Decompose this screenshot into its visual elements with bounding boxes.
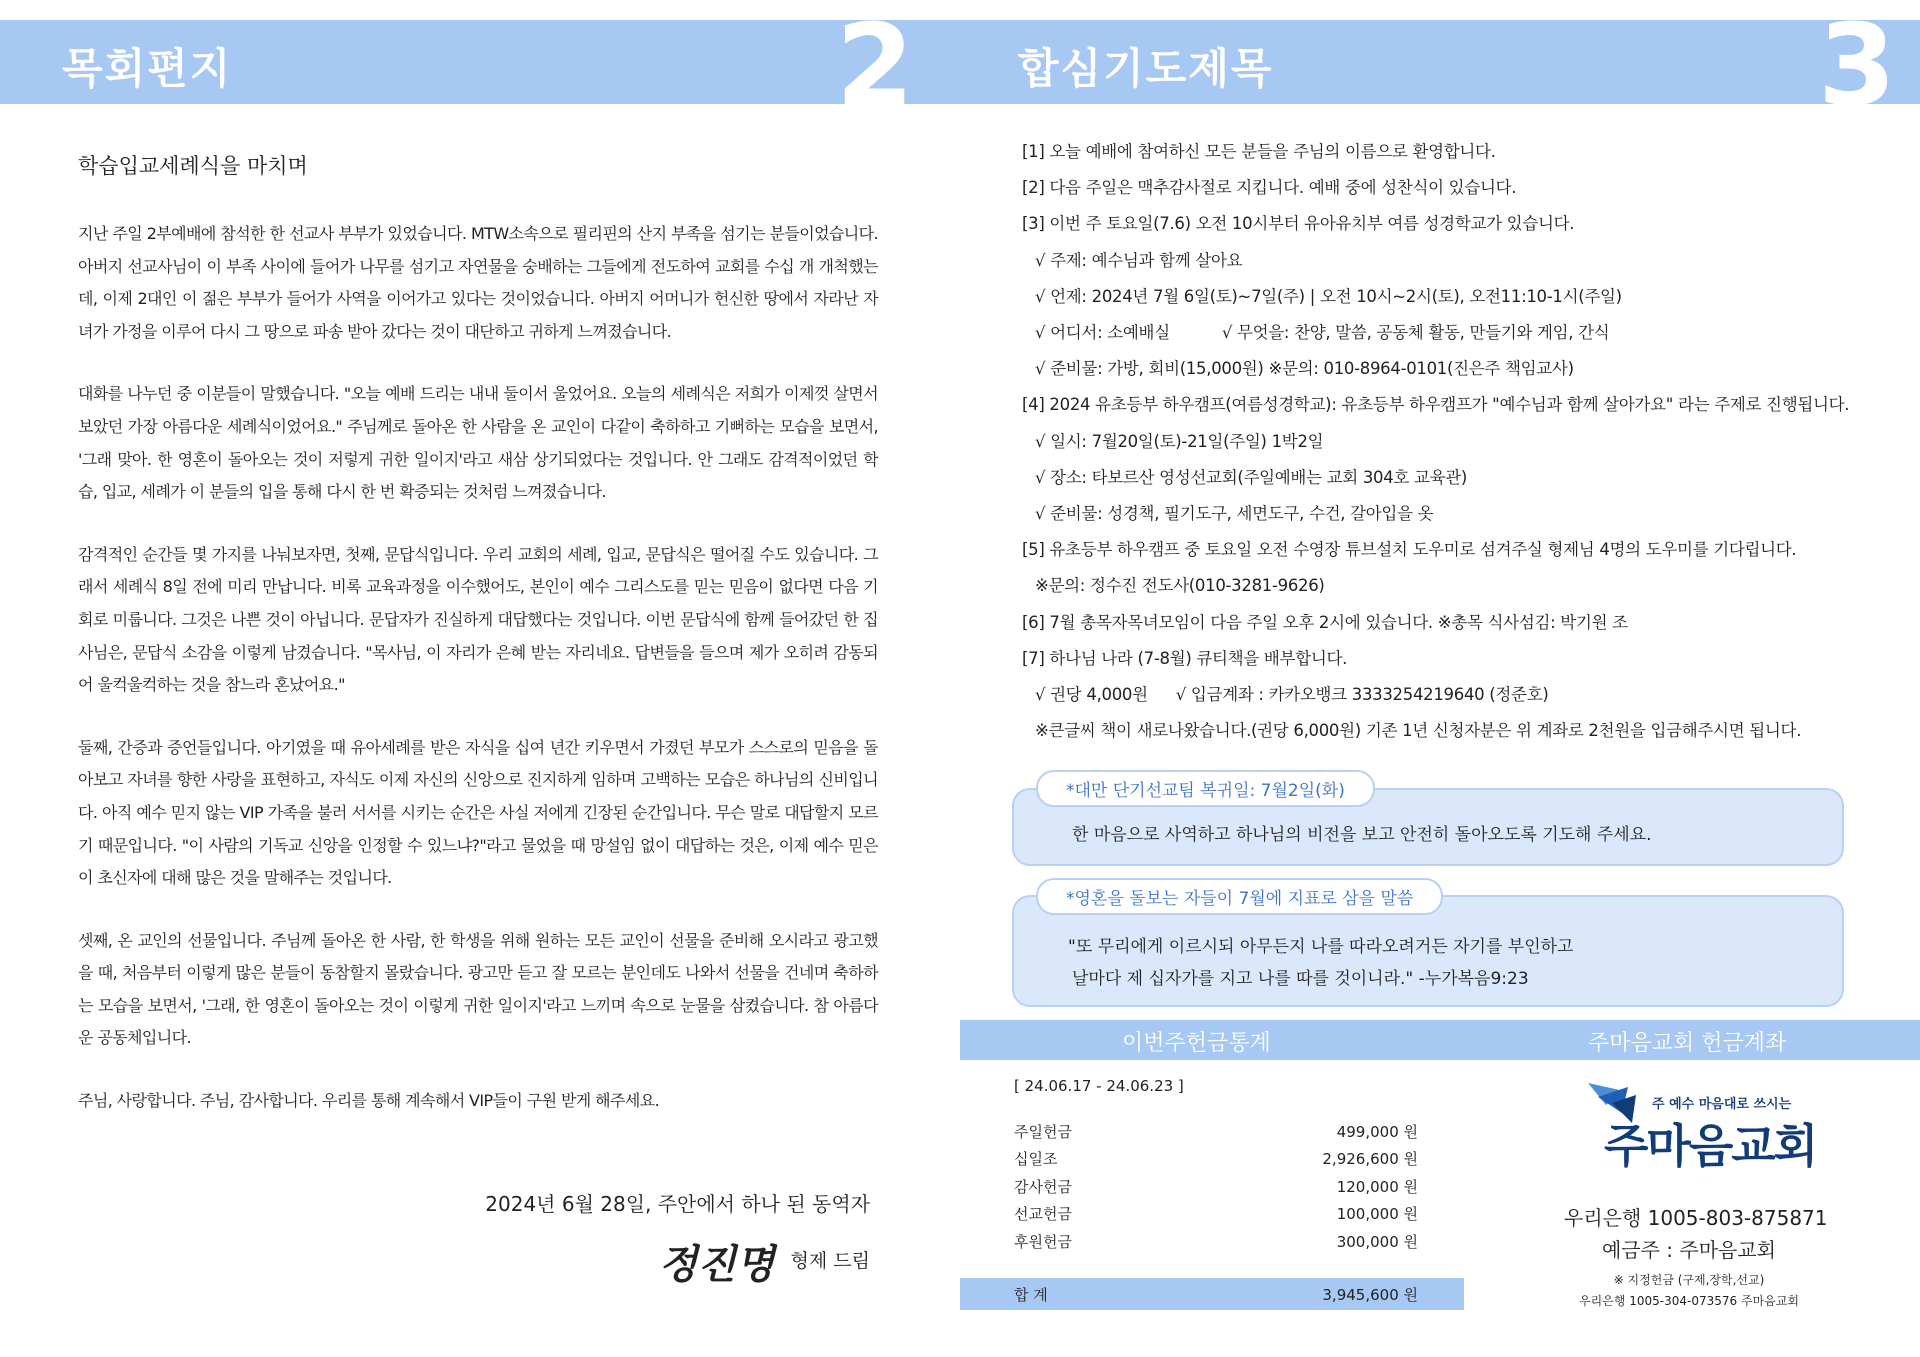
letter-paragraph: 대화를 나누던 중 이분들이 말했습니다. "오늘 예배 드리는 내내 둘이서 울었어요. 오늘의 세례식은 저희가 이제껏 살면서 보았던 가장 아름다운 세례식이었어요." 주님께로 돌아온 한 사람을 온 교인이 다같이 축하하고 기뻐하는 모습을 보면서, '그래 맞아. 한 영혼이 돌아오는 것이 저렇게 귀한 일이지'라고 새삼 상기되었다는 것입니다. 안 그래도 감격적이었던 학습, 입교, 세례가 이 분들의 입을 통해 다시 한 번 확증되는 것처럼 느껴졌습니다.	[78, 384, 878, 502]
offering-row-label: 감사헌금	[1014, 1178, 1072, 1196]
left-header-band	[0, 1, 960, 131]
prayer-subitem	[1022, 677, 1892, 713]
prayer-item: [7] 하나님 나라 (7-8월) 큐티책을 배부합니다.	[1022, 648, 1348, 668]
prayer-item: [3] 이번 주 토요일(7.6) 오전 10시부터 유아유치부 여름 성경학교가 있습니다.	[1022, 214, 1575, 234]
offering-account-title: 주마음교회 헌금계좌	[1588, 1031, 1787, 1056]
offering-total-value: 3,945,600 원	[1322, 1286, 1418, 1304]
prayer-subitem-what: √ 무엇을: 찬양, 말씀, 공동체 활동, 만들기와 게임, 간식	[1221, 323, 1610, 343]
mission-return-text: 한 마음으로 사역하고 하나님의 비전을 보고 안전히 돌아오도록 기도해 주세요.	[1072, 825, 1652, 845]
offering-stats-title: 이번주헌금통계	[1122, 1031, 1271, 1056]
letter-title: 학습입교세례식을 마치며	[78, 154, 308, 178]
prayer-subitem-where: √ 어디서: 소예배실	[1035, 323, 1170, 343]
offering-row-value: 499,000 원	[1336, 1123, 1418, 1141]
prayer-subitem	[1022, 315, 1892, 351]
prayer-subitem-price: √ 권당 4,000원	[1035, 685, 1148, 705]
offering-row	[1014, 1203, 1418, 1224]
offering-row-value: 300,000 원	[1336, 1233, 1418, 1251]
offering-row-value: 100,000 원	[1336, 1205, 1418, 1223]
offering-header-band	[960, 1020, 1920, 1060]
letter-signature	[659, 1233, 870, 1290]
designated-offering-note: ※ 지정헌금 (구제,장학,선교)	[1613, 1273, 1765, 1287]
church-logo-name: 주마음교회	[1604, 1119, 1817, 1173]
mission-return-label: *대만 단기선교팀 복귀일: 7월2일(화)	[1036, 770, 1375, 807]
left-page-number: 2	[836, 1, 914, 131]
right-header-band	[960, 1, 1920, 131]
offering-row-label: 후원헌금	[1014, 1233, 1072, 1251]
prayer-subitem: ※큰글씨 책이 새로나왔습니다.(권당 6,000원) 기존 1년 신청자분은 위 계좌로 2천원을 입금해주시면 됩니다.	[1035, 721, 1802, 741]
signature-name: 정진명	[658, 1241, 775, 1288]
offering-row	[1014, 1148, 1418, 1169]
letter-paragraph: 주님, 사랑합니다. 주님, 감사합니다. 우리를 통해 계속해서 VIP들이 구원 받게 해주세요.	[78, 1091, 660, 1111]
offering-row	[1014, 1231, 1418, 1252]
scripture-line-2: 날마다 제 십자가를 지고 나를 따를 것이니라." -누가복음9:23	[1072, 969, 1529, 989]
left-header-title: 목회편지	[62, 44, 233, 93]
prayer-list	[1022, 134, 1892, 749]
letter-date-line: 2024년 6월 28일, 주안에서 하나 된 동역자	[485, 1192, 870, 1216]
letter-paragraph: 지난 주일 2부예배에 참석한 한 선교사 부부가 있었습니다. MTW소속으로 필리핀의 산지 부족을 섬기는 분들이었습니다. 아버지 선교사님이 이 부족 사이에 들어가 나무를 섬기고 자연물을 숭배하는 그들에게 전도하여 교회를 수십 개 개척했는데, 이제 2대인 이 젊은 부부가 들어가 사역을 이어가고 있다는 것이었습니다. 아버지 어머니가 헌신한 땅에서 자라난 자녀가 가정을 이루어 다시 그 땅으로 파송 받아 갔다는 것이 대단하고 귀하게 느껴졌습니다.	[78, 224, 878, 341]
prayer-subitem: √ 준비물: 가방, 회비(15,000원) ※문의: 010-8964-0101(진은주 책임교사)	[1035, 359, 1574, 379]
offering-total-label: 합 계	[1014, 1286, 1048, 1304]
offering-row-value: 120,000 원	[1336, 1178, 1418, 1196]
prayer-item: [4] 2024 유초등부 하우캠프(여름성경학교): 유초등부 하우캠프가 "예수님과 함께 살아가요" 라는 주제로 진행됩니다.	[1022, 395, 1850, 415]
offering-row-label: 선교헌금	[1014, 1205, 1072, 1223]
letter-paragraph: 감격적인 순간들 몇 가지를 나눠보자면, 첫째, 문답식입니다. 우리 교회의 세례, 입교, 문답식은 떨어질 수도 있습니다. 그래서 세례식 8일 전에 미리 만납니다. 비록 교육과정을 이수했어도, 본인이 예수 그리스도를 믿는 믿음이 없다면 다음 기회로 미룹니다. 그것은 나쁜 것이 아닙니다. 문답자가 진실하게 대답했다는 것입니다. 이번 문답식에 함께 들어갔던 한 집사님은, 문답식 소감을 이렇게 남겼습니다. "목사님, 이 자리가 은혜 받는 자리네요. 답변들을 들으며 제가 오히려 감동되어 울컥울컥하는 것을 참느라 혼났어요."	[78, 544, 878, 695]
prayer-subitem: ※문의: 정수진 전도사(010-3281-9626)	[1035, 576, 1325, 596]
prayer-item: [6] 7월 총목자목녀모임이 다음 주일 오후 2시에 있습니다. ※총목 식사섬김: 박기원 조	[1022, 612, 1628, 632]
offering-period: [ 24.06.17 - 24.06.23 ]	[1014, 1077, 1184, 1095]
prayer-item: [5] 유초등부 하우캠프 중 토요일 오전 수영장 튜브설치 도우미로 섬겨주실 형제님 4명의 도우미를 기다립니다.	[1022, 540, 1797, 560]
offering-row	[1014, 1176, 1418, 1197]
offering-row-label: 십일조	[1014, 1150, 1058, 1168]
right-header-title: 합심기도제목	[1018, 44, 1274, 93]
signature-suffix: 형제 드림	[790, 1250, 870, 1272]
pastor-letter	[78, 150, 878, 1148]
prayer-subitem: √ 장소: 타보르산 영성선교회(주일예배는 교회 304호 교육관)	[1035, 467, 1468, 487]
right-page-number: 3	[1818, 1, 1896, 131]
prayer-subitem-account: √ 입금계좌 : 카카오뱅크 3333254219640 (정준호)	[1175, 685, 1549, 705]
church-tagline: 주 예수 마음대로 쓰시는	[1652, 1097, 1792, 1112]
prayer-subitem: √ 일시: 7월20일(토)-21일(주일) 1박2일	[1035, 431, 1324, 451]
offering-row-value: 2,926,600 원	[1322, 1150, 1418, 1168]
designated-offering-account: 우리은행 1005-304-073576 주마음교회	[1579, 1294, 1799, 1308]
prayer-item: [1] 오늘 예배에 참여하신 모든 분들을 주님의 이름으로 환영합니다.	[1022, 142, 1496, 161]
prayer-subitem: √ 주제: 예수님과 함께 살아요	[1035, 250, 1243, 270]
scripture-label: *영혼을 돌보는 자들이 7월에 지표로 삼을 말씀	[1036, 878, 1443, 915]
prayer-subitem: √ 준비물: 성경책, 필기도구, 세면도구, 수건, 갈아입을 옷	[1035, 504, 1434, 524]
offering-row	[1014, 1121, 1418, 1142]
account-holder: 예금주 : 주마음교회	[1601, 1238, 1776, 1262]
bank-account-main: 우리은행 1005-803-875871	[1564, 1206, 1828, 1230]
letter-paragraph: 둘째, 간증과 증언들입니다. 아기였을 때 유아세례를 받은 자식을 십여 년간 키우면서 가졌던 부모가 스스로의 믿음을 돌아보고 자녀를 향한 사랑을 표현하고, 자식도 이제 자신의 신앙으로 진지하게 임하며 고백하는 모습은 하나님의 신비입니다. 아직 예수 믿지 않는 VIP 가족을 불러 서서를 시키는 순간은 사실 저에게 긴장된 순간입니다. 무슨 말로 대답할지 모르기 때문입니다. "이 사람의 기독교 신앙을 인정할 수 있느냐?"라고 물었을 때 망설임 없이 대답하는 것은, 이제 예수 믿은 이 초신자에 대해 많은 것을 말해주는 것입니다.	[78, 737, 878, 888]
prayer-subitem: √ 언제: 2024년 7월 6일(토)~7일(주) | 오전 10시~2시(토), 오전11:10-1시(주일)	[1035, 286, 1622, 306]
prayer-item: [2] 다음 주일은 맥추감사절로 지킵니다. 예배 중에 성찬식이 있습니다.	[1022, 178, 1517, 198]
letter-paragraph: 셋째, 온 교인의 선물입니다. 주님께 돌아온 한 사람, 한 학생을 위해 원하는 모든 교인이 선물을 준비해 오시라고 광고했을 때, 처음부터 이렇게 많은 분들이 동참할지 몰랐습니다. 광고만 듣고 잘 모르는 분인데도 나와서 선물을 건네며 축하하는 모습을 보면서, '그래, 한 영혼이 돌아오는 것이 이렇게 귀한 일이지'라고 느끼며 속으로 눈물을 삼켰습니다. 참 아름다운 공동체입니다.	[78, 930, 878, 1048]
offering-total-row	[960, 1278, 1464, 1310]
scripture-line-1: "또 무리에게 이르시되 아무든지 나를 따라오려거든 자기를 부인하고	[1068, 937, 1574, 957]
offering-row-label: 주일헌금	[1014, 1123, 1072, 1141]
